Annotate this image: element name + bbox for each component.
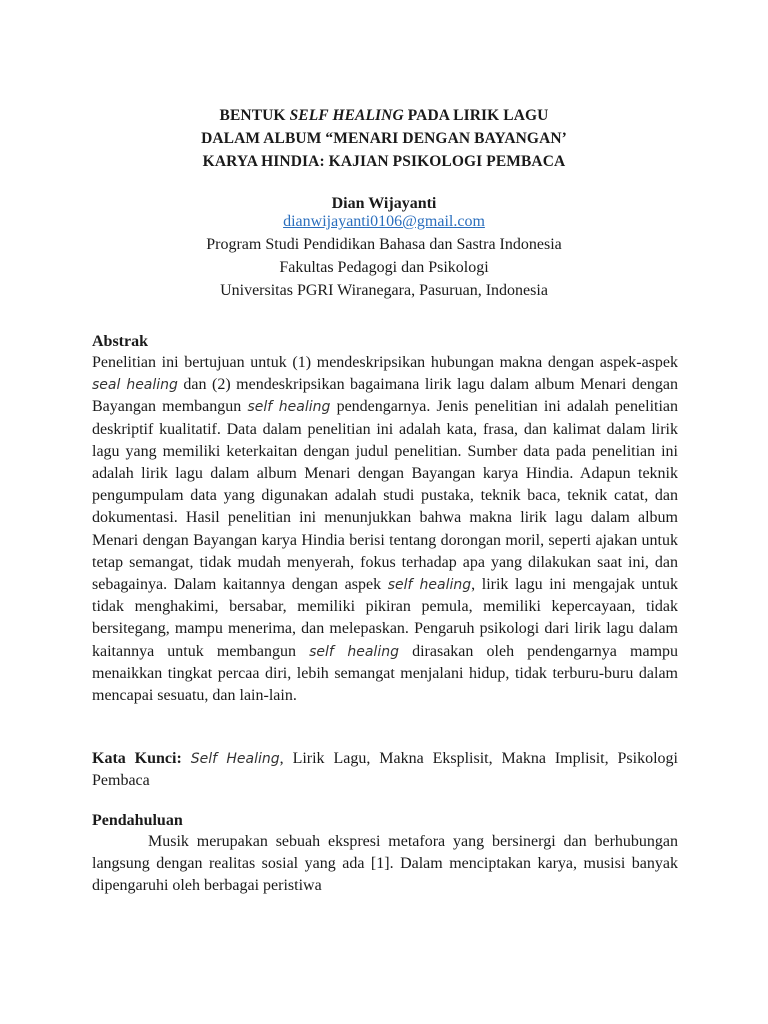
- affiliation-faculty: Fakultas Pedagogi dan Psikologi: [279, 259, 489, 276]
- abstract-body: Penelitian ini bertujuan untuk (1) mendeskripsikan hubungan makna dengan aspek-aspek seal healing dan (2) mendeskripsikan bagaimana lirik lagu dalam album Menari dengan Bayangan membangun self healing pendengarnya. Jenis penelitian ini adalah penelitian deskriptif kualitatif. Data dalam penelitian ini adalah kata, frasa, dan kalimat dalam lirik lagu yang memiliki keterkaitan dengan judul penelitian. Sumber data pada penelitian ini adalah lirik lagu dalam album Menari dengan Bayangan karya Hindia. Adapun teknik pengumpulam data yang digunakan adalah studi pustaka, teknik baca, teknik catat, dan dokumentasi. Hasil penelitian ini menunjukkan bahwa makna lirik lagu dalam album Menari dengan Bayangan karya Hindia berisi tentang dorongan moril, seperti ajakan untuk tetap semangat, tidak mudah menyerah, fokus terhadap apa yang dilakukan saat ini, dan sebagainya. Dalam kaitannya dengan aspek self healing, lirik lagu ini mengajak untuk tidak menghakimi, bersabar, memiliki pikiran pemula, memiliki kepercayaan, tidak bersitegang, mampu menerima, dan melepaskan. Pengaruh psikologi dari lirik lagu dalam kaitannya untuk membangun self healing dirasakan oleh pendengarnya mampu menaikkan tingkat percaa diri, lebih semangat menjalani hidup, tidak terburu-buru dalam mencapai sesuatu, dan lain-lain.: [92, 354, 679, 705]
- paper-title: [0, 104, 768, 173]
- affiliation-university: Universitas PGRI Wiranegara, Pasuruan, Indonesia: [220, 282, 548, 299]
- affiliation-program: Program Studi Pendidikan Bahasa dan Sastra Indonesia: [206, 236, 562, 253]
- abstract-heading: Abstrak: [92, 333, 149, 350]
- introduction-body: Musik merupakan sebuah ekspresi metafora yang bersinergi dan berhubungan langsung dengan realitas sosial yang ada [1]. Dalam menciptakan karya, musisi banyak dipengaruhi oleh berbagai peristiwa: [92, 833, 678, 895]
- title-line-1: BENTUK SELF HEALING PADA LIRIK LAGU: [219, 107, 549, 124]
- keywords-label: Kata Kunci:: [92, 750, 191, 767]
- introduction-heading: Pendahuluan: [92, 812, 183, 829]
- author-affiliation: [0, 210, 768, 302]
- title-line-2: DALAM ALBUM “MENARI DENGAN BAYANGAN’: [201, 130, 567, 147]
- author-email-link[interactable]: dianwijayanti0106@gmail.com: [283, 213, 485, 230]
- title-line-3: KARYA HINDIA: KAJIAN PSIKOLOGI PEMBACA: [202, 153, 566, 170]
- keywords: Kata Kunci: Self Healing, Lirik Lagu, Makna Eksplisit, Makna Implisit, Psikologi Pembaca: [92, 750, 678, 790]
- author-name: Dian Wijayanti: [331, 195, 437, 212]
